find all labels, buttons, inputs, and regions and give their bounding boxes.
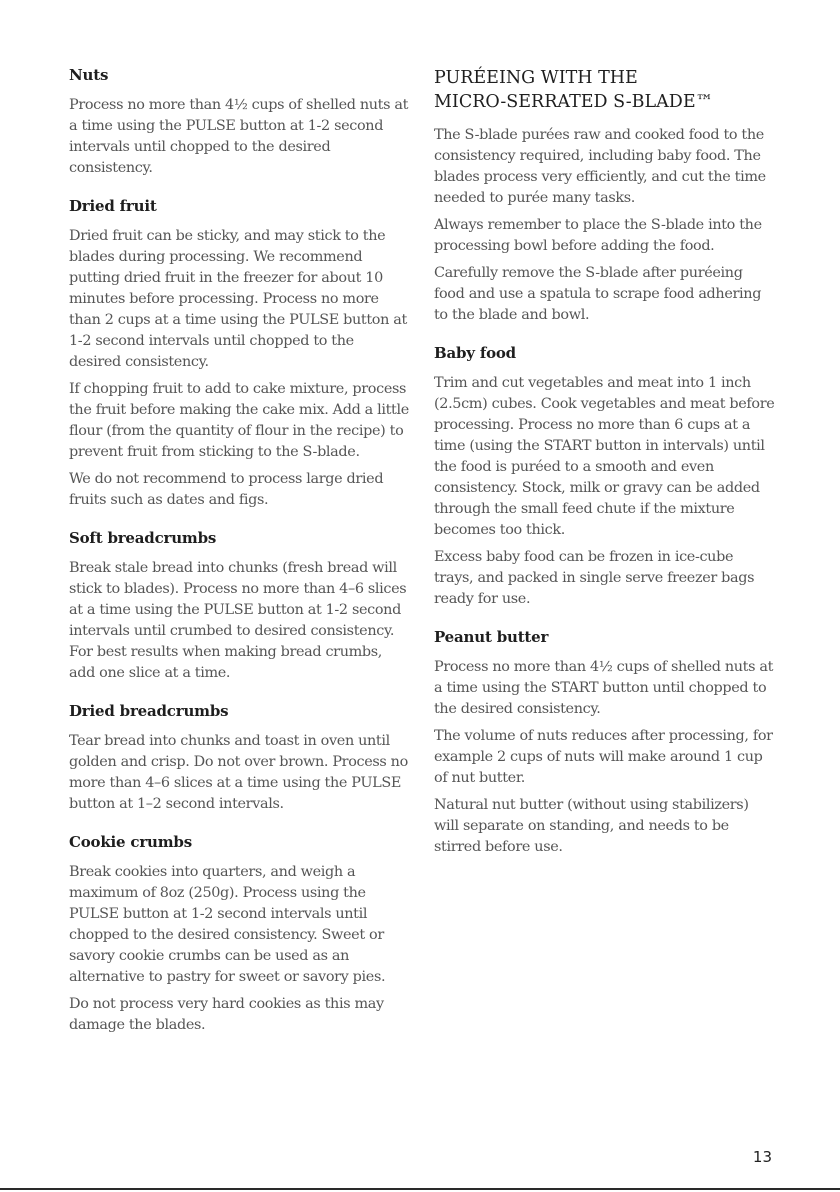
paragraph: Carefully remove the S-blade after puréeing food and use a spatula to scrape food adhering to the blade and bowl. xyxy=(434,265,762,323)
section-baby-food xyxy=(434,344,776,610)
paragraph: Trim and cut vegetables and meat into 1 inch (2.5cm) cubes. Cook vegetables and meat before processing. Process no more than 6 cups at a time (using the START button in intervals) until the food is puréed to a smooth and even consistency. Stock, milk or gravy can be added through the small feed chute if the mixture becomes too thick. xyxy=(434,375,775,538)
paragraph: Break cookies into quarters, and weigh a maximum of 8oz (250g). Process using the PULSE button at 1-2 second intervals until chopped to the desired consistency. Sweet or savory cookie crumbs can be used as an alternative to pastry for sweet or savory pies. xyxy=(69,864,386,985)
heading-line-2: MICRO-SERRATED S-BLADE™ xyxy=(434,92,714,112)
paragraph: Process no more than 4½ cups of shelled nuts at a time using the PULSE button at 1-2 second intervals until chopped to the desired consistency. xyxy=(69,97,409,176)
paragraph: Break stale bread into chunks (fresh bread will stick to blades). Process no more than 4–6 slices at a time using the PULSE button at 1-2 second intervals until crumbed to desired consistency. For best results when making bread crumbs, add one slice at a time. xyxy=(69,560,407,681)
section-peanut-butter xyxy=(434,628,776,858)
section-title: Cookie crumbs xyxy=(69,833,192,851)
left-column xyxy=(69,66,409,1054)
section-title: Dried fruit xyxy=(69,197,157,215)
page-number: 13 xyxy=(752,1148,772,1166)
heading-line-1: PURÉEING WITH THE xyxy=(434,68,638,88)
section-soft-breadcrumbs xyxy=(69,529,409,684)
paragraph: The volume of nuts reduces after processing, for example 2 cups of nuts will make around 1 cup of nut butter. xyxy=(434,728,773,786)
section-cookie-crumbs xyxy=(69,833,409,1036)
page-heading xyxy=(434,66,776,114)
section-title: Nuts xyxy=(69,66,109,84)
section-intro xyxy=(434,125,776,326)
section-dried-fruit xyxy=(69,197,409,511)
paragraph: Process no more than 4½ cups of shelled nuts at a time using the START button until chopped to the desired consistency. xyxy=(434,659,774,717)
section-title: Dried breadcrumbs xyxy=(69,702,229,720)
paragraph: Do not process very hard cookies as this may damage the blades. xyxy=(69,996,384,1033)
paragraph: We do not recommend to process large dried fruits such as dates and figs. xyxy=(69,471,384,508)
paragraph: Always remember to place the S-blade into the processing bowl before adding the food. xyxy=(434,217,762,254)
paragraph: Tear bread into chunks and toast in oven until golden and crisp. Do not over brown. Process no more than 4–6 slices at a time using the PULSE button at 1–2 second intervals. xyxy=(69,733,408,812)
paragraph: If chopping fruit to add to cake mixture, process the fruit before making the cake mix. Add a little flour (from the quantity of flour in the recipe) to prevent fruit from sticking to the S-blade. xyxy=(69,381,409,460)
right-column xyxy=(434,66,776,876)
bottom-rule xyxy=(0,1188,840,1190)
section-dried-breadcrumbs xyxy=(69,702,409,815)
section-title: Peanut butter xyxy=(434,628,549,646)
section-nuts xyxy=(69,66,409,179)
section-title: Baby food xyxy=(434,344,516,362)
paragraph: Dried fruit can be sticky, and may stick to the blades during processing. We recommend putting dried fruit in the freezer for about 10 minutes before processing. Process no more than 2 cups at a time using the PULSE button at 1-2 second intervals until chopped to the desired consistency. xyxy=(69,228,407,370)
paragraph: The S-blade purées raw and cooked food to the consistency required, including baby food. The blades process very efficiently, and cut the time needed to purée many tasks. xyxy=(434,127,766,206)
section-title: Soft breadcrumbs xyxy=(69,529,217,547)
paragraph: Excess baby food can be frozen in ice-cube trays, and packed in single serve freezer bags ready for use. xyxy=(434,549,755,607)
paragraph: Natural nut butter (without using stabilizers) will separate on standing, and needs to be stirred before use. xyxy=(434,797,749,855)
